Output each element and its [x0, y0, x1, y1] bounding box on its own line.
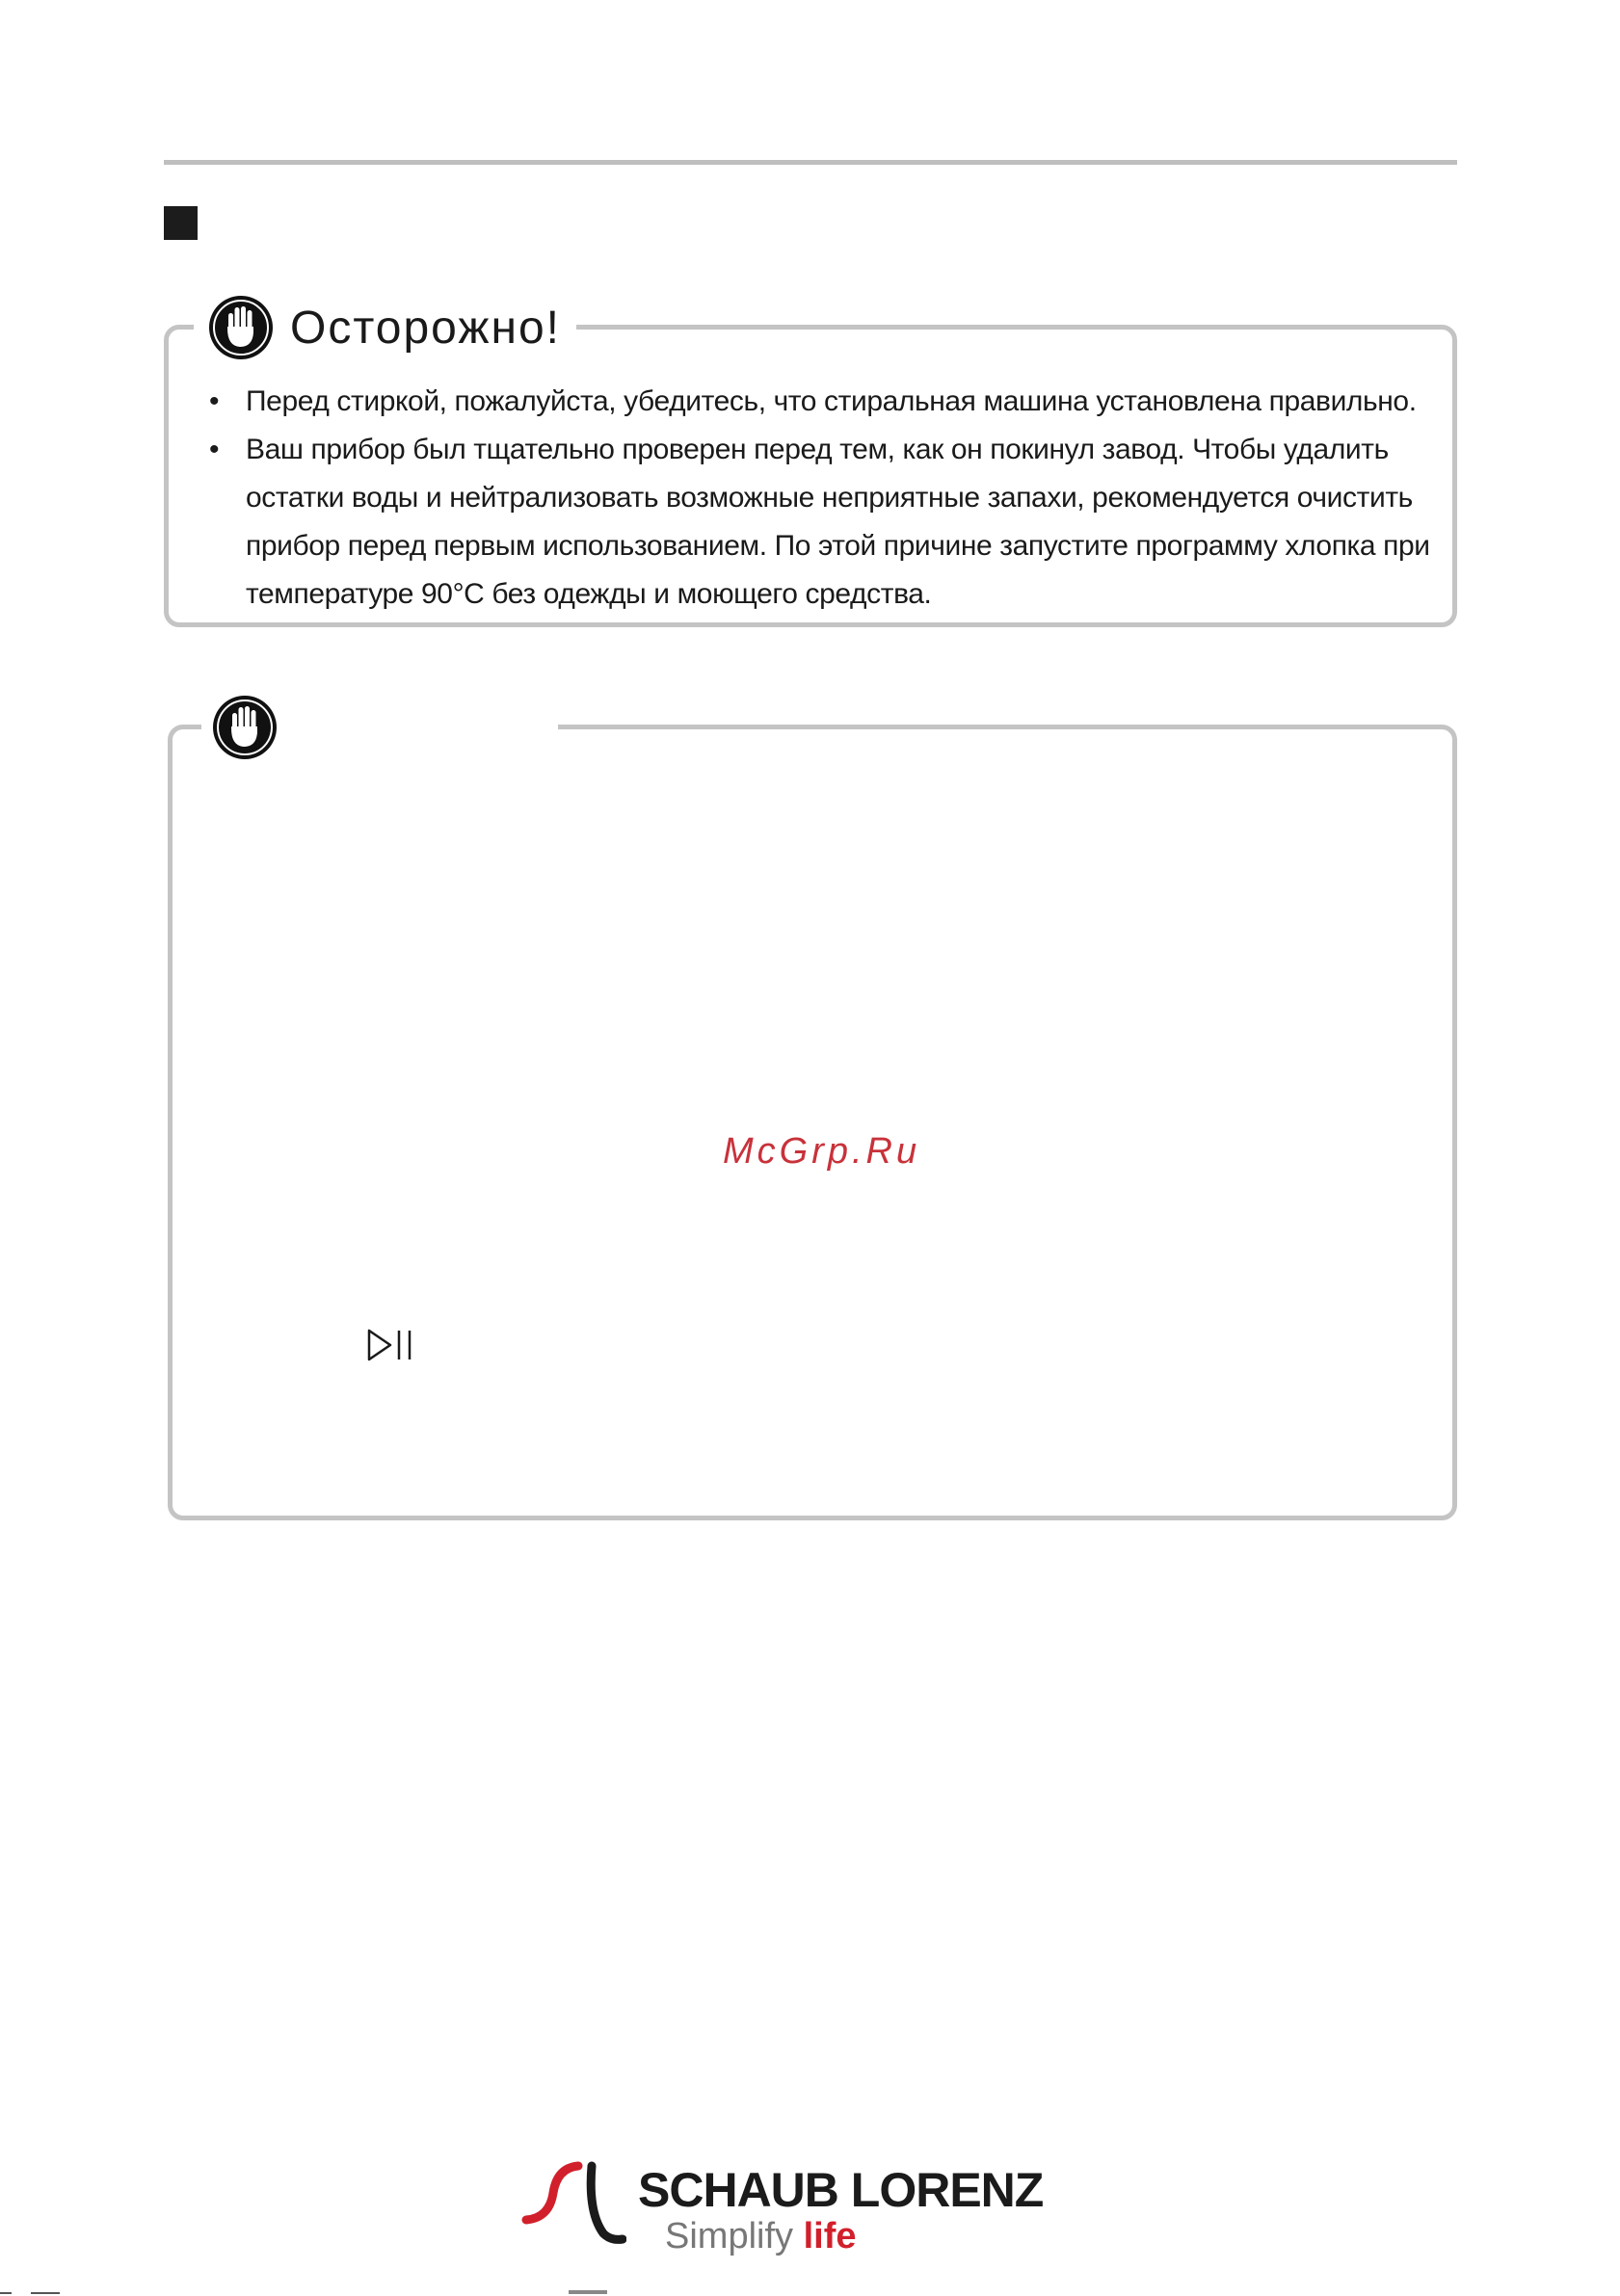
caution-box-second [168, 725, 1457, 1520]
caution-header-second [201, 693, 558, 762]
brand-logo-mark-icon [520, 2154, 626, 2260]
list-item-text: Ваш прибор был тщательно проверен перед тем, как он покинул завод. Чтобы удалить остатки воды и нейтрализовать возможные неприятные запахи, рекомендуется очистить прибор перед первым использованием. По этой причине запустите программу хлопка при температуре 90°С без одежды и моющего средства. [246, 434, 1430, 610]
top-rule [164, 160, 1457, 165]
bullet: • [209, 434, 220, 465]
section-marker-square [164, 206, 198, 240]
caution-box [164, 302, 1457, 627]
brand-name: SCHAUB LORENZ [638, 2163, 1044, 2217]
caution-title: Осторожно! [290, 302, 561, 354]
list-item-text: Перед стиркой, пожалуйста, убедитесь, что стиральная машина установлена правильно. [246, 385, 1417, 417]
play-pause-icon [366, 1328, 416, 1362]
list-item [207, 378, 1441, 426]
brand-logo [520, 2154, 1044, 2260]
caution-list [207, 378, 1441, 619]
tagline-prefix: Simplify [665, 2216, 794, 2256]
bullet: • [209, 385, 220, 417]
tagline-accent: life [803, 2216, 857, 2256]
watermark-text: McGrp.Ru [723, 1131, 921, 1172]
crop-marks [0, 2287, 1620, 2296]
brand-tagline [665, 2216, 857, 2257]
list-item [207, 426, 1441, 619]
caution-header [194, 293, 576, 362]
hand-stop-icon [211, 694, 279, 761]
hand-stop-icon [207, 294, 275, 361]
